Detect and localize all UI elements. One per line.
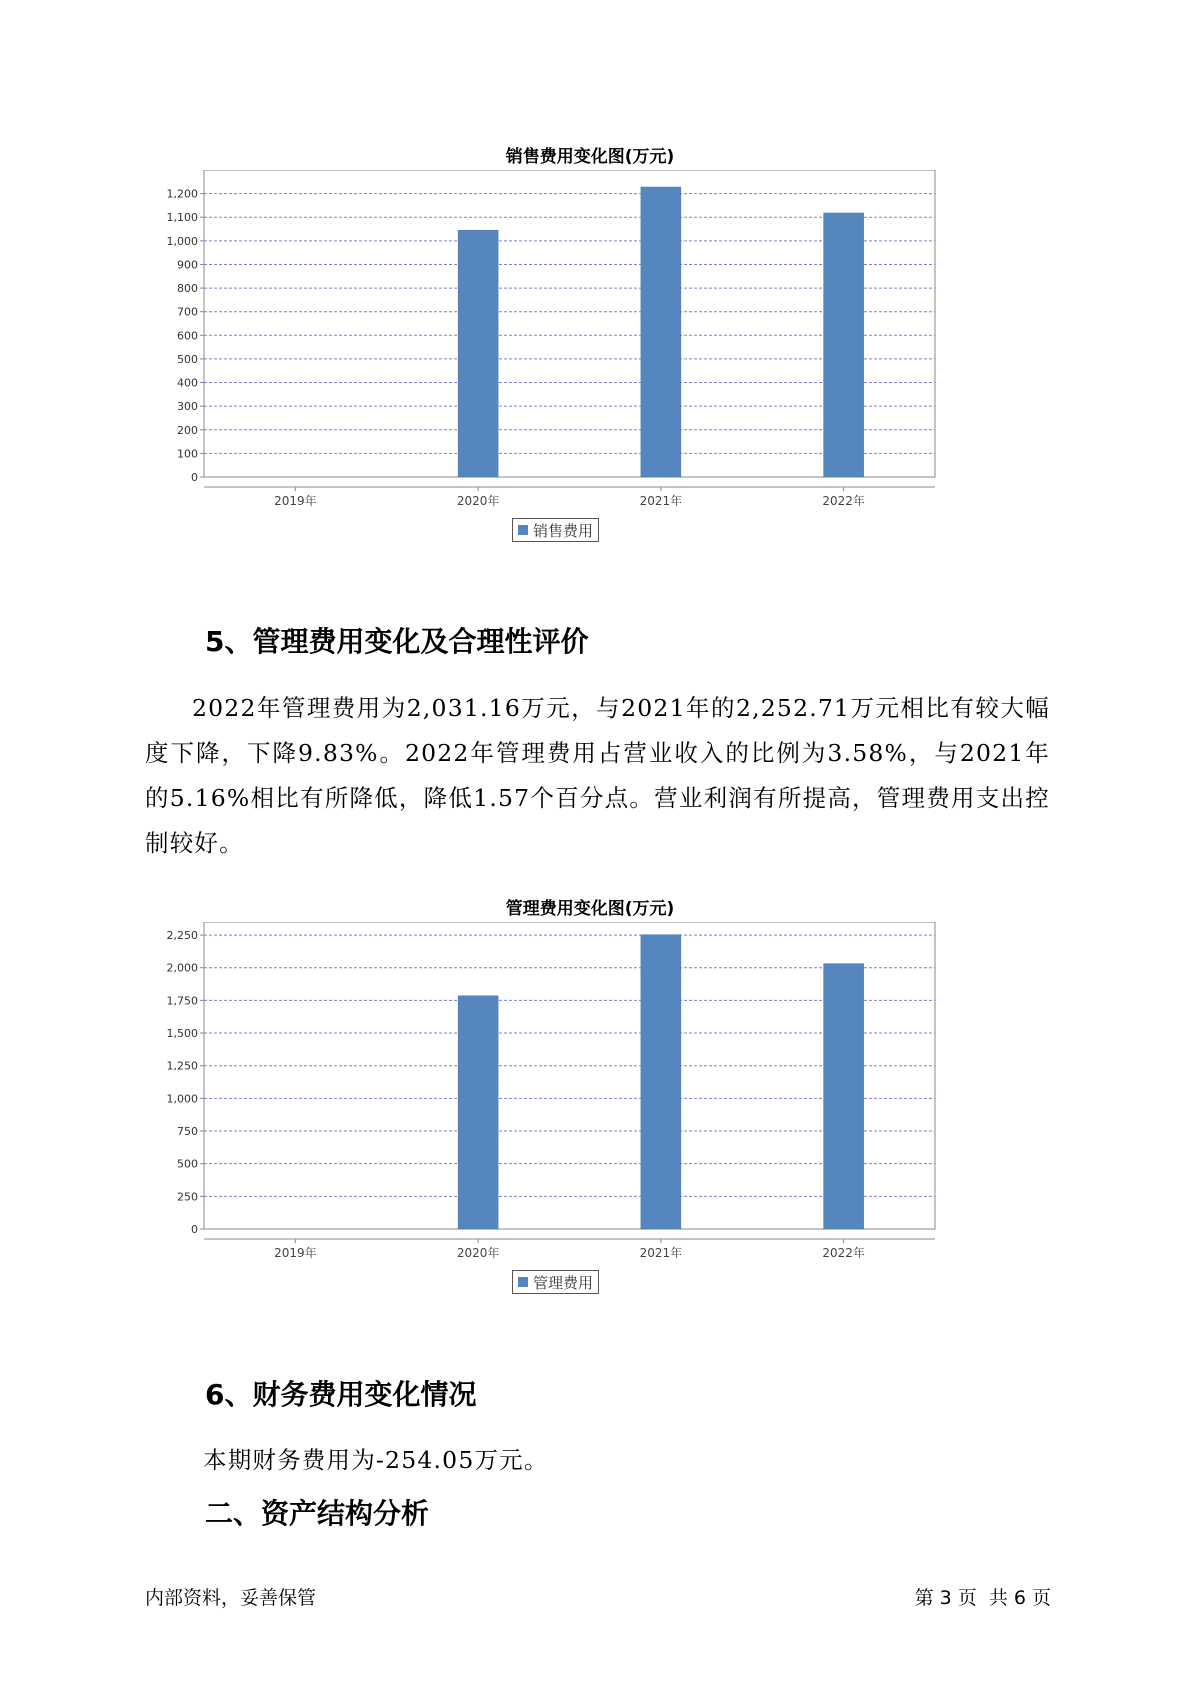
y-tick-label: 1,250 bbox=[166, 1059, 198, 1073]
y-tick-label: 500 bbox=[177, 1157, 198, 1171]
admin-expense-chart bbox=[150, 882, 1030, 1322]
chart-title: 销售费用变化图(万元) bbox=[505, 147, 675, 167]
x-tick-label: 2020年 bbox=[456, 1246, 500, 1260]
bar bbox=[824, 213, 864, 477]
chart-legend bbox=[512, 518, 599, 542]
chart-plot bbox=[150, 922, 1030, 1322]
y-tick-label: 0 bbox=[191, 471, 198, 484]
y-tick-label: 1,000 bbox=[166, 1092, 198, 1106]
y-tick-label: 250 bbox=[177, 1190, 198, 1204]
footer-page-number: 第 3 页 共 6 页 bbox=[914, 1587, 1051, 1609]
section-5-heading: 5、管理费用变化及合理性评价 bbox=[205, 625, 589, 658]
chart-legend bbox=[512, 1270, 599, 1294]
y-tick-label: 800 bbox=[177, 282, 198, 296]
legend-label: 销售费用 bbox=[533, 521, 594, 540]
y-tick-label: 300 bbox=[177, 400, 198, 414]
y-tick-label: 500 bbox=[177, 352, 198, 366]
bar bbox=[641, 187, 681, 477]
section-5-paragraph: 2022年管理费用为2,031.16万元，与2021年的2,252.71万元相比有较大幅度下降，下降9.83%。2022年管理费用占营业收入的比例为3.58%，与2021年的5.16%相比有所降低，降低1.57个百分点。营业利润有所提高，管理费用支出控制较好。 bbox=[145, 694, 1050, 857]
footer-confidential-note: 内部资料，妥善保管 bbox=[145, 1587, 317, 1609]
section-6-heading: 6、财务费用变化情况 bbox=[205, 1378, 477, 1411]
chart-title: 管理费用变化图(万元) bbox=[505, 899, 675, 919]
y-tick-label: 900 bbox=[177, 258, 198, 272]
y-tick-label: 200 bbox=[177, 423, 198, 437]
y-tick-label: 0 bbox=[191, 1223, 198, 1236]
legend-swatch bbox=[518, 1277, 528, 1287]
y-tick-label: 1,100 bbox=[166, 211, 198, 225]
legend-label: 管理费用 bbox=[533, 1273, 594, 1292]
y-tick-label: 700 bbox=[177, 305, 198, 319]
x-tick-label: 2022年 bbox=[822, 494, 865, 508]
y-tick-label: 1,000 bbox=[166, 234, 198, 248]
y-tick-label: 2,000 bbox=[166, 961, 198, 975]
x-tick-label: 2019年 bbox=[274, 494, 317, 508]
x-tick-label: 2021年 bbox=[639, 494, 683, 508]
y-tick-label: 1,500 bbox=[166, 1027, 198, 1041]
y-tick-label: 750 bbox=[177, 1125, 198, 1139]
y-tick-label: 1,750 bbox=[166, 994, 198, 1008]
legend-swatch bbox=[518, 525, 528, 535]
bar bbox=[641, 935, 681, 1229]
sales-expense-chart bbox=[150, 130, 1030, 570]
x-tick-label: 2022年 bbox=[822, 1246, 865, 1260]
section-6-paragraph: 本期财务费用为-254.05万元。 bbox=[203, 1446, 549, 1474]
bar bbox=[824, 964, 864, 1229]
y-tick-label: 1,200 bbox=[166, 187, 198, 201]
y-tick-label: 100 bbox=[177, 447, 198, 461]
bar bbox=[458, 996, 498, 1229]
y-tick-label: 2,250 bbox=[166, 929, 198, 943]
x-tick-label: 2019年 bbox=[274, 1246, 317, 1260]
chart-plot bbox=[150, 170, 1030, 570]
y-tick-label: 600 bbox=[177, 329, 198, 343]
x-tick-label: 2021年 bbox=[639, 1246, 683, 1260]
section-2-heading: 二、资产结构分析 bbox=[205, 1497, 430, 1530]
y-tick-label: 400 bbox=[177, 376, 198, 390]
x-tick-label: 2020年 bbox=[456, 494, 500, 508]
bar bbox=[458, 230, 498, 477]
